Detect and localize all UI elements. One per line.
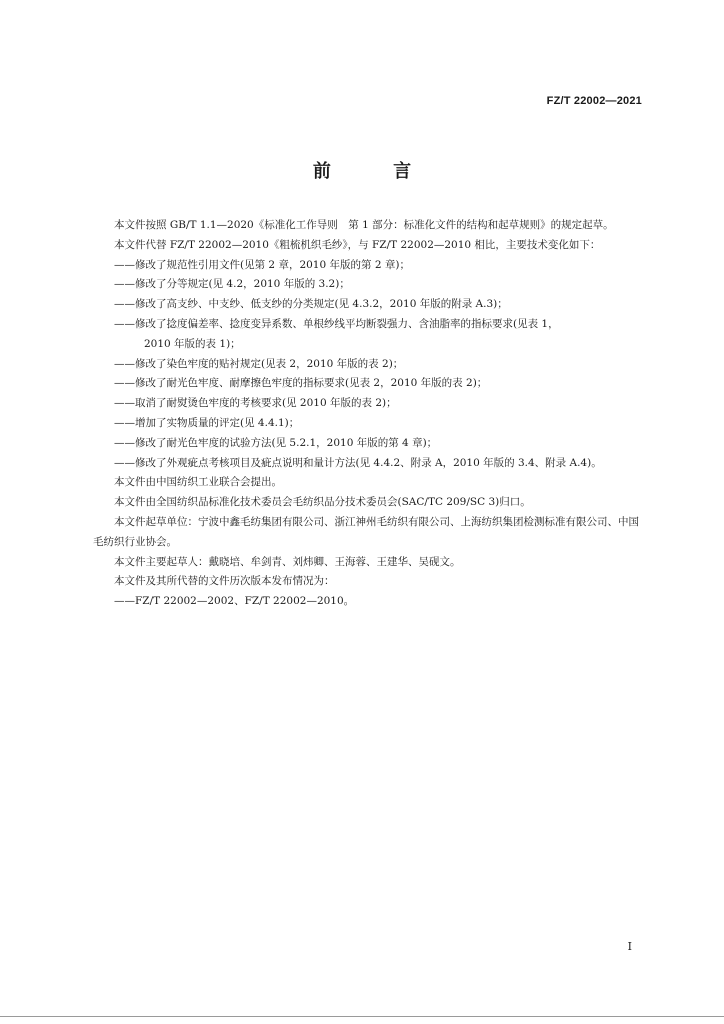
list-item: ——修改了染色牢度的贴衬规定(见表 2，2010 年版的表 2)；	[114, 357, 404, 370]
page-number: I	[627, 940, 632, 953]
list-item: ——增加了实物质量的评定(见 4.4.1)；	[114, 416, 300, 429]
list-item: ——修改了高支纱、中支纱、低支纱的分类规定(见 4.3.2，2010 年版的附录 A.3)；	[114, 298, 508, 311]
paragraph-history-intro: 本文件及其所代替的文件历次版本发布情况为：	[114, 575, 335, 588]
list-item: ——修改了分等规定(见 4.2，2010 年版的 3.2)；	[114, 278, 350, 291]
list-item: ——修改了耐光色牢度、耐摩擦色牢度的指标要求(见表 2，2010 年版的表 2)；	[114, 377, 488, 390]
list-item: ——修改了捻度偏差率、捻度变异系数、单根纱线平均断裂强力、含油脂率的指标要求(见表 1，	[114, 317, 559, 330]
list-item: ——修改了外观疵点考核项目及疵点说明和量计方法(见 4.4.2、附录 A，2010 年版的 3.4、附录 A.4)。	[114, 456, 602, 469]
list-item: ——修改了规范性引用文件(见第 2 章，2010 年版的第 2 章)；	[114, 258, 410, 271]
paragraph-drafters: 本文件主要起草人：戴晓培、牟剑青、刘炜卿、王海蓉、王建华、吴砚文。	[114, 555, 461, 568]
paragraph-proposer: 本文件由中国纺织工业联合会提出。	[114, 476, 282, 489]
paragraph-drafting-basis: 本文件按照 GB/T 1.1—2020《标准化工作导则 第 1 部分：标准化文件的结构和起草规则》的规定起草。	[114, 219, 614, 231]
list-item: ——修改了耐光色牢度的试验方法(见 5.2.1，2010 年版的第 4 章)；	[114, 436, 438, 449]
paragraph-drafting-units: 本文件起草单位：宁波中鑫毛纺集团有限公司、浙江神州毛纺织有限公司、上海纺织集团检测标准有限公司、中国毛纺织行业协会。	[93, 515, 639, 548]
foreword-body	[93, 216, 645, 612]
list-item: ——取消了耐熨烫色牢度的考核要求(见 2010 年版的表 2)；	[114, 397, 397, 410]
list-item-continuation: 2010 年版的表 1)；	[144, 337, 241, 350]
paragraph-committee: 本文件由全国纺织品标准化技术委员会毛纺织品分技术委员会(SAC/TC 209/SC 3)归口。	[114, 496, 531, 509]
paragraph-replacement: 本文件代替 FZ/T 22002—2010《粗梳机织毛纱》，与 FZ/T 22002—2010 相比，主要技术变化如下：	[114, 238, 601, 251]
page-title: 前 言	[312, 161, 440, 182]
list-item-history: ——FZ/T 22002—2002、FZ/T 22002—2010。	[114, 595, 355, 608]
bottom-divider	[0, 1016, 724, 1017]
standard-code: FZ/T 22002—2021	[546, 95, 642, 107]
